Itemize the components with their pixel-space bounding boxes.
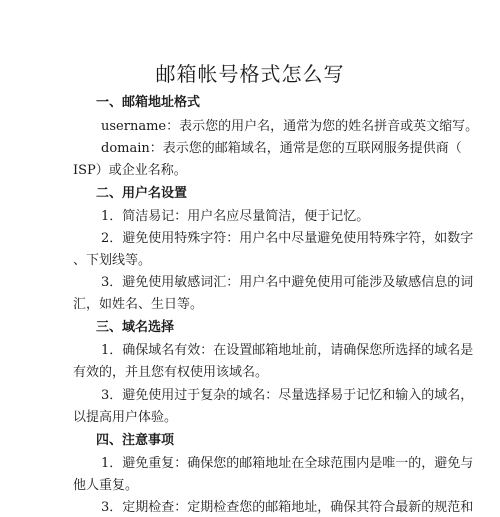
section-heading: 三、域名选择 xyxy=(96,320,175,335)
document-title: 邮箱帐号格式怎么写 xyxy=(155,62,345,86)
section-heading: 四、注意事项 xyxy=(96,433,175,448)
paragraph-line: 他人重复。 xyxy=(73,478,139,493)
paragraph-line: domain：表示您的邮箱域名，通常是您的互联网服务提供商（ xyxy=(101,141,462,156)
paragraph-line: 1．避免重复：确保您的邮箱地址在全球范围内是唯一的，避免与 xyxy=(101,456,474,471)
section-heading: 一、邮箱地址格式 xyxy=(96,95,201,110)
paragraph-line: ISP）或企业名称。 xyxy=(73,163,187,178)
paragraph-line: 有效的，并且您有权使用该域名。 xyxy=(73,365,269,380)
paragraph-line: 、下划线等。 xyxy=(73,253,152,268)
paragraph-line: 以提高用户体验。 xyxy=(73,410,178,425)
paragraph-line: 汇，如姓名、生日等。 xyxy=(73,297,204,312)
paragraph-line: username：表示您的用户名，通常为您的姓名拼音或英文缩写。 xyxy=(101,119,479,134)
paragraph-line: 3．定期检查：定期检查您的邮箱地址，确保其符合最新的规范和 xyxy=(101,500,474,515)
paragraph-line: 2．避免使用特殊字符：用户名中尽量避免使用特殊字符，如数字 xyxy=(101,231,474,246)
paragraph-line: 3．避免使用过于复杂的域名：尽量选择易于记忆和输入的域名， xyxy=(101,388,474,403)
paragraph-line: 1．简洁易记：用户名应尽量简洁，便于记忆。 xyxy=(101,209,370,224)
paragraph-line: 1．确保域名有效：在设置邮箱地址前，请确保您所选择的域名是 xyxy=(101,343,474,358)
section-heading: 二、用户名设置 xyxy=(96,186,188,201)
paragraph-line: 3．避免使用敏感词汇：用户名中避免使用可能涉及敏感信息的词 xyxy=(101,275,474,290)
